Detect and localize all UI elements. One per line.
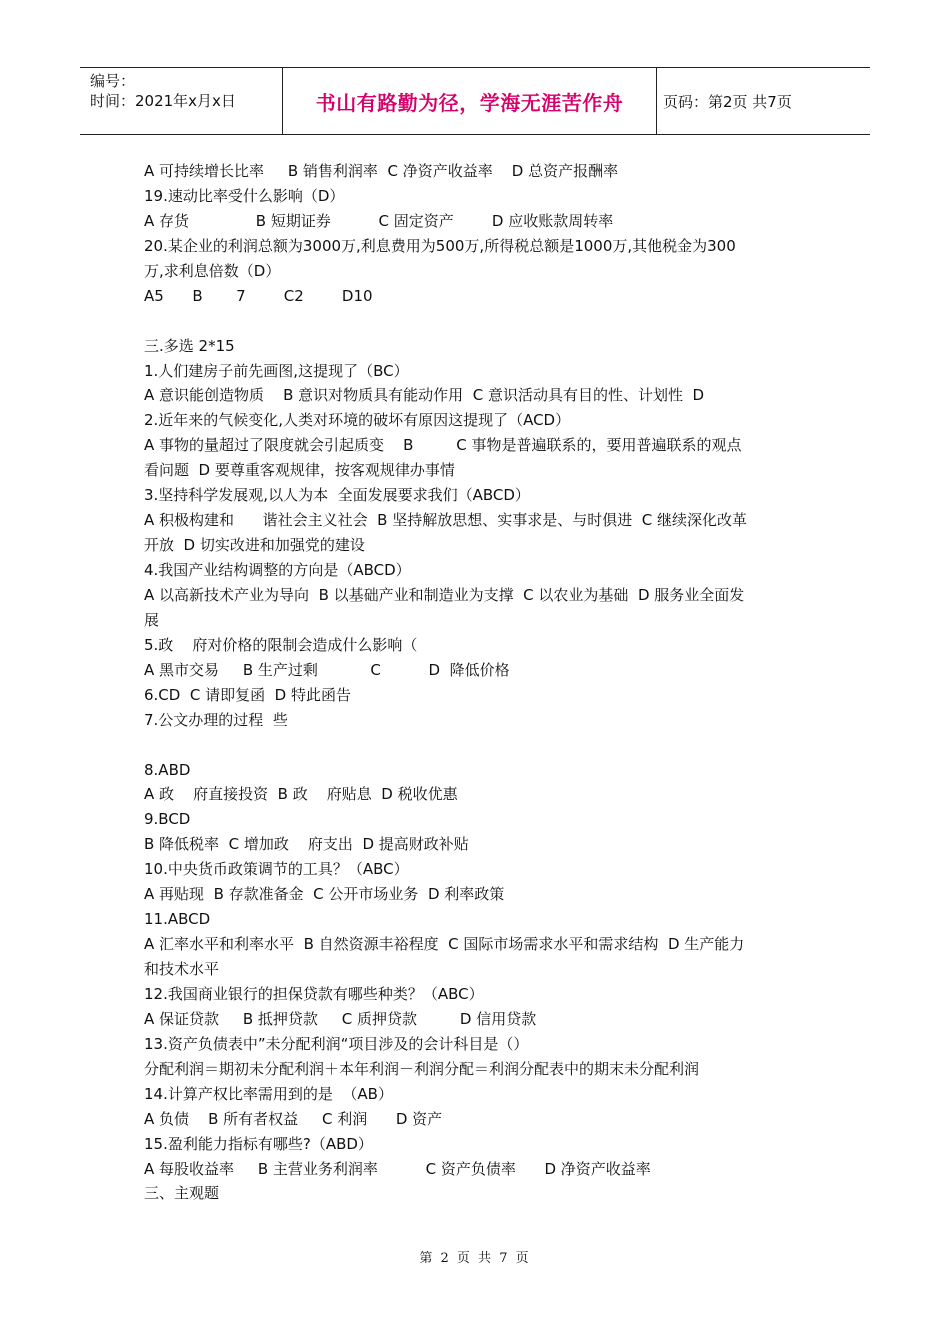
- text-line: 19.速动比率受什么影响（D）: [144, 186, 345, 205]
- text-line: 3.坚持科学发展观,以人为本 全面发展要求我们（ABCD）: [144, 486, 530, 505]
- document-body: [144, 159, 824, 1206]
- text-line: [144, 309, 824, 334]
- text-line: A 以高新技术产业为导向 B 以基础产业和制造业为支撑 C 以农业为基础 D 服务业全面发: [144, 585, 745, 604]
- document-time-label: 时间：2021年x月x日: [90, 92, 236, 110]
- text-line: 三、主观题: [144, 1184, 220, 1203]
- text-line: 8.ABD: [144, 760, 191, 779]
- text-line: 13.资产负债表中”未分配利润“项目涉及的会计科目是（）: [144, 1034, 529, 1053]
- text-line: 14.计算产权比率需用到的是 （AB）: [144, 1084, 393, 1103]
- text-line: 开放 D 切实改进和加强党的建设: [144, 536, 365, 555]
- text-line: 4.我国产业结构调整的方向是（ABCD）: [144, 561, 411, 579]
- text-line: 展: [144, 610, 160, 629]
- text-line: 万,求利息倍数（D）: [144, 261, 281, 280]
- page-footer: 第 2 页 共 7 页: [419, 1251, 531, 1266]
- text-line: A5 B 7 C2 D10: [144, 286, 373, 305]
- text-line: 6.CD C 请即复函 D 特此函告: [144, 685, 351, 704]
- text-line: A 保证贷款 B 抵押贷款 C 质押贷款 D 信用贷款: [144, 1009, 537, 1028]
- text-line: A 积极构建和 谐社会主义社会 B 坚持解放思想、实事求是、与时俱进 C 继续深化改革: [144, 511, 748, 530]
- text-line: A 负债 B 所有者权益 C 利润 D 资产: [144, 1109, 443, 1128]
- text-line: 三.多选 2*15: [144, 336, 235, 355]
- text-line: 20.某企业的利润总额为3000万,利息费用为500万,所得税总额是1000万,其他税金为300: [144, 236, 736, 255]
- text-line: A 再贴现 B 存款准备金 C 公开市场业务 D 利率政策: [144, 885, 505, 904]
- text-line: 5.政 府对价格的限制会造成什么影响（: [144, 635, 418, 654]
- text-line: 11.ABCD: [144, 910, 211, 929]
- text-line: [144, 733, 824, 758]
- text-line: 2.近年来的气候变化,人类对环境的破坏有原因这提现了（ACD）: [144, 411, 571, 430]
- header-motto: 书山有路勤为径，学海无涯苦作舟: [282, 68, 657, 134]
- text-line: 1.人们建房子前先画图,这提现了（BC）: [144, 361, 409, 380]
- text-line: A 汇率水平和利率水平 B 自然资源丰裕程度 C 国际市场需求水平和需求结构 D 生产能力: [144, 935, 745, 954]
- text-line: 15.盈利能力指标有哪些?（ABD）: [144, 1134, 373, 1153]
- text-line: A 事物的量超过了限度就会引起质变 B C 事物是普遍联系的，要用普遍联系的观点: [144, 436, 742, 455]
- text-line: 9.BCD: [144, 810, 191, 829]
- text-line: 7.公文办理的过程 些: [144, 710, 288, 729]
- text-line: A 政 府直接投资 B 政 府贴息 D 税收优惠: [144, 785, 458, 804]
- text-line: 分配利润＝期初未分配利润＋本年利润－利润分配＝利润分配表中的期末未分配利润: [144, 1059, 700, 1078]
- text-line: A 可持续增长比率 B 销售利润率 C 净资产收益率 D 总资产报酬率: [144, 162, 619, 180]
- text-line: 和技术水平: [144, 960, 220, 978]
- document-number-label: 编号：: [90, 72, 136, 90]
- text-line: A 黑市交易 B 生产过剩 C D 降低价格: [144, 660, 510, 679]
- text-line: 10.中央货币政策调节的工具？（ABC）: [144, 860, 409, 879]
- page-header: [80, 67, 870, 135]
- text-line: A 每股收益率 B 主营业务利润率 C 资产负债率 D 净资产收益率: [144, 1159, 651, 1178]
- header-page-number: 页码：第2页 共7页: [663, 92, 792, 111]
- header-meta: [80, 68, 282, 134]
- text-line: 12.我国商业银行的担保贷款有哪些种类？（ABC）: [144, 984, 484, 1003]
- text-line: A 意识能创造物质 B 意识对物质具有能动作用 C 意识活动具有目的性、计划性 D: [144, 386, 705, 405]
- text-line: 看问题 D 要尊重客观规律，按客观规律办事情: [144, 461, 455, 480]
- text-line: B 降低税率 C 增加政 府支出 D 提高财政补贴: [144, 835, 469, 854]
- text-line: A 存货 B 短期证券 C 固定资产 D 应收账款周转率: [144, 211, 614, 230]
